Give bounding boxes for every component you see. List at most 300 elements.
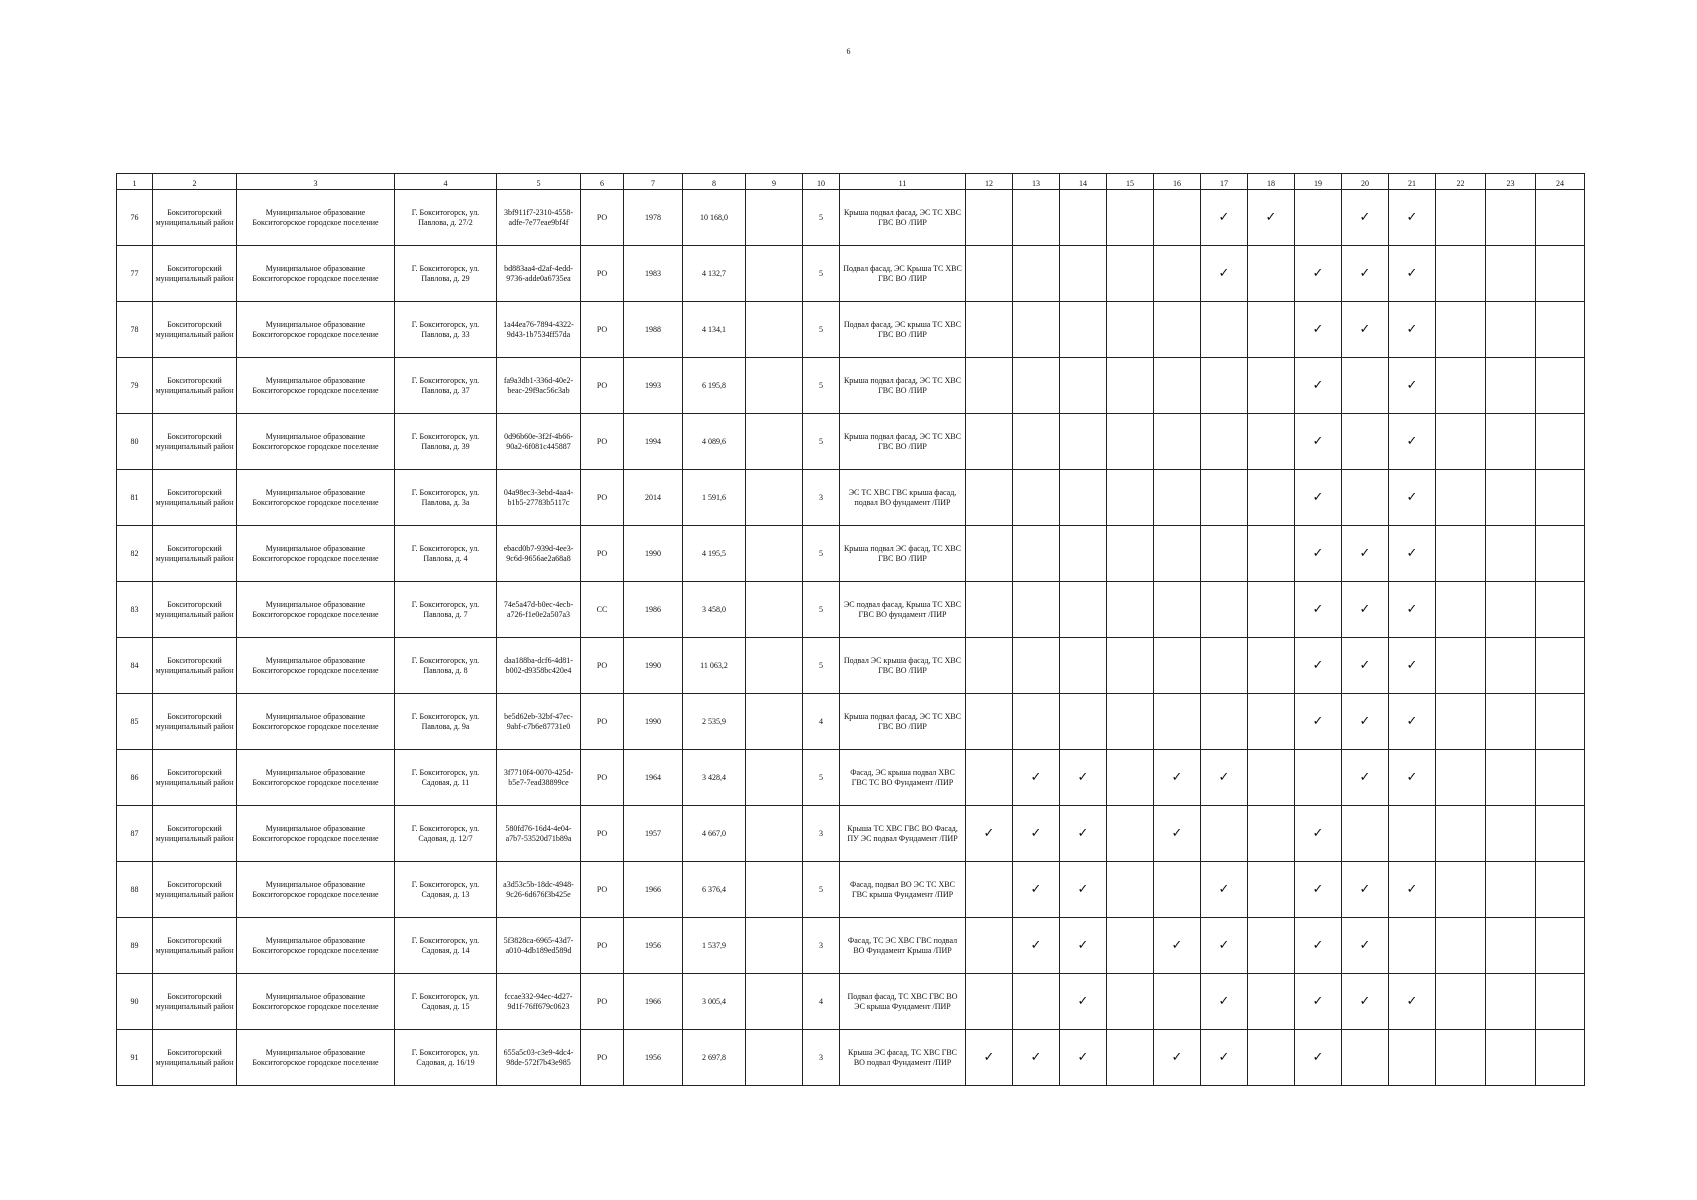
area-cell: 4 089,6: [683, 414, 746, 470]
work-type-check-col21: ✓: [1389, 470, 1436, 526]
work-type-check-col21: ✓: [1389, 414, 1436, 470]
work-type-check-col23: [1486, 526, 1536, 582]
year-cell: 1983: [624, 246, 683, 302]
table-row: [117, 638, 1585, 694]
work-type-check-col23: [1486, 694, 1536, 750]
work-type-check-col14: ✓: [1060, 750, 1107, 806]
column-number-10: 10: [803, 174, 840, 190]
work-type-check-col14: ✓: [1060, 974, 1107, 1030]
municipality-cell: Муниципальное образование Бокситогорское городское поселение: [237, 302, 395, 358]
work-type-check-col18: [1248, 918, 1295, 974]
row-number: 89: [117, 918, 153, 974]
fund-type-cell: РО: [581, 638, 624, 694]
work-type-check-col12: [966, 190, 1013, 246]
work-type-check-col19: ✓: [1295, 470, 1342, 526]
col9-cell: [746, 694, 803, 750]
work-type-check-col13: [1013, 470, 1060, 526]
column-number-9: 9: [746, 174, 803, 190]
work-type-check-col23: [1486, 190, 1536, 246]
work-type-check-col17: [1201, 302, 1248, 358]
work-type-check-col24: [1536, 638, 1585, 694]
year-cell: 1994: [624, 414, 683, 470]
municipality-cell: Муниципальное образование Бокситогорское городское поселение: [237, 806, 395, 862]
fund-type-cell: РО: [581, 750, 624, 806]
work-type-check-col18: [1248, 750, 1295, 806]
municipality-cell: Муниципальное образование Бокситогорское городское поселение: [237, 918, 395, 974]
table-row: [117, 1030, 1585, 1086]
fund-type-cell: СС: [581, 582, 624, 638]
work-type-check-col24: [1536, 694, 1585, 750]
work-type-check-col24: [1536, 190, 1585, 246]
year-cell: 1966: [624, 974, 683, 1030]
district-cell: Бокситогорский муниципальный район: [153, 750, 237, 806]
work-type-check-col13: [1013, 414, 1060, 470]
work-type-check-col16: [1154, 190, 1201, 246]
municipality-cell: Муниципальное образование Бокситогорское городское поселение: [237, 246, 395, 302]
work-type-check-col14: [1060, 414, 1107, 470]
work-type-check-col19: [1295, 750, 1342, 806]
municipality-cell: Муниципальное образование Бокситогорское городское поселение: [237, 694, 395, 750]
work-type-check-col23: [1486, 302, 1536, 358]
house-code-cell: 1a44ea76-7894-4322-9d43-1b7534ff57da: [497, 302, 581, 358]
house-code-cell: fccae332-94ec-4d27-9d1f-76ff679c0623: [497, 974, 581, 1030]
work-type-check-col16: ✓: [1154, 1030, 1201, 1086]
work-type-check-col16: ✓: [1154, 918, 1201, 974]
district-cell: Бокситогорский муниципальный район: [153, 1030, 237, 1086]
work-type-check-col17: [1201, 358, 1248, 414]
fund-type-cell: РО: [581, 190, 624, 246]
address-cell: Г. Бокситогорск, ул. Садовая, д. 11: [395, 750, 497, 806]
area-cell: 4 667,0: [683, 806, 746, 862]
district-cell: Бокситогорский муниципальный район: [153, 414, 237, 470]
works-cell: Крыша подвал фасад, ЭС ТС ХВС ГВС ВО /ПИР: [840, 414, 966, 470]
work-type-check-col19: ✓: [1295, 974, 1342, 1030]
area-cell: 4 195,5: [683, 526, 746, 582]
district-cell: Бокситогорский муниципальный район: [153, 358, 237, 414]
row-number: 87: [117, 806, 153, 862]
work-type-check-col17: ✓: [1201, 862, 1248, 918]
work-type-check-col20: [1342, 1030, 1389, 1086]
work-type-check-col18: [1248, 582, 1295, 638]
work-type-check-col17: ✓: [1201, 246, 1248, 302]
works-cell: ЭС ТС ХВС ГВС крыша фасад, подвал ВО фундамент /ПИР: [840, 470, 966, 526]
work-type-check-col22: [1436, 750, 1486, 806]
address-cell: Г. Бокситогорск, ул. Павлова, д. 9а: [395, 694, 497, 750]
work-type-check-col15: [1107, 526, 1154, 582]
col9-cell: [746, 974, 803, 1030]
work-type-check-col20: [1342, 358, 1389, 414]
work-type-check-col22: [1436, 638, 1486, 694]
work-type-check-col23: [1486, 750, 1536, 806]
col10-cell: 5: [803, 190, 840, 246]
work-type-check-col23: [1486, 414, 1536, 470]
work-type-check-col20: ✓: [1342, 526, 1389, 582]
work-type-check-col13: ✓: [1013, 1030, 1060, 1086]
work-type-check-col19: ✓: [1295, 246, 1342, 302]
col9-cell: [746, 246, 803, 302]
work-type-check-col19: ✓: [1295, 358, 1342, 414]
work-type-check-col22: [1436, 582, 1486, 638]
col10-cell: 5: [803, 526, 840, 582]
work-type-check-col16: [1154, 246, 1201, 302]
house-code-cell: daa188ba-dcf6-4d81-b002-d9358bc420e4: [497, 638, 581, 694]
work-type-check-col15: [1107, 918, 1154, 974]
municipality-cell: Муниципальное образование Бокситогорское городское поселение: [237, 414, 395, 470]
table-row: [117, 918, 1585, 974]
work-type-check-col19: ✓: [1295, 806, 1342, 862]
work-type-check-col23: [1486, 638, 1536, 694]
work-type-check-col21: ✓: [1389, 358, 1436, 414]
work-type-check-col20: [1342, 470, 1389, 526]
work-type-check-col22: [1436, 526, 1486, 582]
work-type-check-col21: ✓: [1389, 526, 1436, 582]
works-cell: ЭС подвал фасад, Крыша ТС ХВС ГВС ВО фундамент /ПИР: [840, 582, 966, 638]
district-cell: Бокситогорский муниципальный район: [153, 526, 237, 582]
col10-cell: 3: [803, 1030, 840, 1086]
fund-type-cell: РО: [581, 694, 624, 750]
work-type-check-col12: [966, 302, 1013, 358]
col9-cell: [746, 414, 803, 470]
work-type-check-col13: [1013, 694, 1060, 750]
work-type-check-col15: [1107, 414, 1154, 470]
address-cell: Г. Бокситогорск, ул. Павлова, д. 29: [395, 246, 497, 302]
col10-cell: 3: [803, 806, 840, 862]
fund-type-cell: РО: [581, 470, 624, 526]
works-cell: Подвал фасад, ТС ХВС ГВС ВО ЭС крыша Фундамент /ПИР: [840, 974, 966, 1030]
table-row: [117, 414, 1585, 470]
work-type-check-col20: ✓: [1342, 694, 1389, 750]
column-number-17: 17: [1201, 174, 1248, 190]
work-type-check-col19: ✓: [1295, 918, 1342, 974]
work-type-check-col21: ✓: [1389, 974, 1436, 1030]
fund-type-cell: РО: [581, 862, 624, 918]
table-row: [117, 526, 1585, 582]
district-cell: Бокситогорский муниципальный район: [153, 974, 237, 1030]
work-type-check-col20: ✓: [1342, 918, 1389, 974]
row-number: 86: [117, 750, 153, 806]
work-type-check-col22: [1436, 862, 1486, 918]
work-type-check-col24: [1536, 414, 1585, 470]
work-type-check-col17: [1201, 582, 1248, 638]
column-number-15: 15: [1107, 174, 1154, 190]
district-cell: Бокситогорский муниципальный район: [153, 246, 237, 302]
house-code-cell: 3bf911f7-2310-4558-adfe-7e77eae9bf4f: [497, 190, 581, 246]
register-table: [116, 173, 1585, 1086]
col10-cell: 3: [803, 918, 840, 974]
municipality-cell: Муниципальное образование Бокситогорское городское поселение: [237, 862, 395, 918]
column-number-row: [117, 174, 1585, 190]
page-number: 6: [846, 47, 851, 56]
work-type-check-col19: ✓: [1295, 862, 1342, 918]
work-type-check-col13: [1013, 358, 1060, 414]
table-row: [117, 302, 1585, 358]
work-type-check-col16: [1154, 470, 1201, 526]
work-type-check-col23: [1486, 582, 1536, 638]
municipality-cell: Муниципальное образование Бокситогорское городское поселение: [237, 470, 395, 526]
row-number: 76: [117, 190, 153, 246]
work-type-check-col13: ✓: [1013, 750, 1060, 806]
col10-cell: 5: [803, 414, 840, 470]
address-cell: Г. Бокситогорск, ул. Павлова, д. 4: [395, 526, 497, 582]
works-cell: Крыша подвал ЭС фасад, ТС ХВС ГВС ВО /ПИР: [840, 526, 966, 582]
works-cell: Крыша подвал фасад, ЭС ТС ХВС ГВС ВО /ПИР: [840, 190, 966, 246]
work-type-check-col18: [1248, 358, 1295, 414]
work-type-check-col15: [1107, 862, 1154, 918]
year-cell: 1956: [624, 918, 683, 974]
fund-type-cell: РО: [581, 974, 624, 1030]
work-type-check-col17: [1201, 694, 1248, 750]
year-cell: 1993: [624, 358, 683, 414]
work-type-check-col16: [1154, 526, 1201, 582]
work-type-check-col20: ✓: [1342, 190, 1389, 246]
area-cell: 3 458,0: [683, 582, 746, 638]
col9-cell: [746, 750, 803, 806]
work-type-check-col24: [1536, 806, 1585, 862]
col10-cell: 4: [803, 974, 840, 1030]
work-type-check-col19: ✓: [1295, 694, 1342, 750]
work-type-check-col18: ✓: [1248, 190, 1295, 246]
work-type-check-col18: [1248, 470, 1295, 526]
house-code-cell: 74e5a47d-b0ec-4ecb-a726-f1e0e2a507a3: [497, 582, 581, 638]
district-cell: Бокситогорский муниципальный район: [153, 862, 237, 918]
table-row: [117, 806, 1585, 862]
work-type-check-col14: [1060, 638, 1107, 694]
col9-cell: [746, 190, 803, 246]
works-cell: Фасад, подвал ВО ЭС ТС ХВС ГВС крыша Фундамент /ПИР: [840, 862, 966, 918]
work-type-check-col13: [1013, 246, 1060, 302]
house-code-cell: ebacd0b7-939d-4ee3-9c6d-9656ae2a68a8: [497, 526, 581, 582]
work-type-check-col15: [1107, 302, 1154, 358]
area-cell: 11 063,2: [683, 638, 746, 694]
work-type-check-col12: [966, 694, 1013, 750]
col9-cell: [746, 806, 803, 862]
work-type-check-col23: [1486, 806, 1536, 862]
district-cell: Бокситогорский муниципальный район: [153, 806, 237, 862]
column-number-1: 1: [117, 174, 153, 190]
work-type-check-col21: ✓: [1389, 246, 1436, 302]
row-number: 82: [117, 526, 153, 582]
work-type-check-col18: [1248, 862, 1295, 918]
work-type-check-col17: [1201, 638, 1248, 694]
house-code-cell: fa9a3db1-336d-40e2-beac-29f9ac56c3ab: [497, 358, 581, 414]
area-cell: 1 591,6: [683, 470, 746, 526]
row-number: 88: [117, 862, 153, 918]
column-number-23: 23: [1486, 174, 1536, 190]
work-type-check-col13: ✓: [1013, 806, 1060, 862]
work-type-check-col22: [1436, 806, 1486, 862]
house-code-cell: be5d62eb-32bf-47ec-9abf-c7b6e87731e0: [497, 694, 581, 750]
col9-cell: [746, 302, 803, 358]
work-type-check-col15: [1107, 638, 1154, 694]
municipality-cell: Муниципальное образование Бокситогорское городское поселение: [237, 190, 395, 246]
address-cell: Г. Бокситогорск, ул. Павлова, д. 37: [395, 358, 497, 414]
work-type-check-col21: ✓: [1389, 582, 1436, 638]
work-type-check-col18: [1248, 638, 1295, 694]
year-cell: 1957: [624, 806, 683, 862]
work-type-check-col17: ✓: [1201, 1030, 1248, 1086]
col9-cell: [746, 470, 803, 526]
work-type-check-col22: [1436, 470, 1486, 526]
work-type-check-col19: ✓: [1295, 302, 1342, 358]
work-type-check-col24: [1536, 470, 1585, 526]
table-row: [117, 750, 1585, 806]
work-type-check-col17: ✓: [1201, 918, 1248, 974]
work-type-check-col12: [966, 414, 1013, 470]
address-cell: Г. Бокситогорск, ул. Садовая, д. 15: [395, 974, 497, 1030]
column-number-20: 20: [1342, 174, 1389, 190]
col10-cell: 5: [803, 582, 840, 638]
col9-cell: [746, 638, 803, 694]
work-type-check-col15: [1107, 470, 1154, 526]
table-row: [117, 974, 1585, 1030]
district-cell: Бокситогорский муниципальный район: [153, 694, 237, 750]
work-type-check-col14: ✓: [1060, 1030, 1107, 1086]
work-type-check-col12: [966, 862, 1013, 918]
work-type-check-col21: [1389, 918, 1436, 974]
area-cell: 2 697,8: [683, 1030, 746, 1086]
work-type-check-col15: [1107, 246, 1154, 302]
row-number: 77: [117, 246, 153, 302]
work-type-check-col19: [1295, 190, 1342, 246]
work-type-check-col23: [1486, 918, 1536, 974]
col9-cell: [746, 1030, 803, 1086]
work-type-check-col23: [1486, 470, 1536, 526]
work-type-check-col20: ✓: [1342, 582, 1389, 638]
fund-type-cell: РО: [581, 246, 624, 302]
fund-type-cell: РО: [581, 526, 624, 582]
table-body: [117, 190, 1585, 1086]
work-type-check-col14: [1060, 694, 1107, 750]
work-type-check-col17: [1201, 470, 1248, 526]
table-row: [117, 190, 1585, 246]
work-type-check-col16: [1154, 638, 1201, 694]
column-number-16: 16: [1154, 174, 1201, 190]
row-number: 85: [117, 694, 153, 750]
work-type-check-col16: [1154, 694, 1201, 750]
address-cell: Г. Бокситогорск, ул. Садовая, д. 13: [395, 862, 497, 918]
row-number: 81: [117, 470, 153, 526]
fund-type-cell: РО: [581, 918, 624, 974]
year-cell: 1986: [624, 582, 683, 638]
work-type-check-col20: ✓: [1342, 862, 1389, 918]
col9-cell: [746, 358, 803, 414]
col10-cell: 5: [803, 246, 840, 302]
works-cell: Фасад, ТС ЭС ХВС ГВС подвал ВО Фундамент Крыша /ПИР: [840, 918, 966, 974]
work-type-check-col13: [1013, 526, 1060, 582]
table-row: [117, 358, 1585, 414]
works-cell: Крыша ЭС фасад, ТС ХВС ГВС ВО подвал Фундамент /ПИР: [840, 1030, 966, 1086]
works-cell: Крыша подвал фасад, ЭС ТС ХВС ГВС ВО /ПИР: [840, 358, 966, 414]
work-type-check-col20: [1342, 414, 1389, 470]
work-type-check-col21: [1389, 1030, 1436, 1086]
work-type-check-col17: [1201, 806, 1248, 862]
fund-type-cell: РО: [581, 414, 624, 470]
work-type-check-col17: [1201, 414, 1248, 470]
column-number-18: 18: [1248, 174, 1295, 190]
column-number-4: 4: [395, 174, 497, 190]
work-type-check-col17: ✓: [1201, 750, 1248, 806]
work-type-check-col12: [966, 638, 1013, 694]
year-cell: 1990: [624, 694, 683, 750]
area-cell: 1 537,9: [683, 918, 746, 974]
column-number-7: 7: [624, 174, 683, 190]
work-type-check-col12: [966, 246, 1013, 302]
col9-cell: [746, 918, 803, 974]
area-cell: 4 132,7: [683, 246, 746, 302]
column-number-6: 6: [581, 174, 624, 190]
work-type-check-col18: [1248, 302, 1295, 358]
address-cell: Г. Бокситогорск, ул. Павлова, д. 33: [395, 302, 497, 358]
work-type-check-col24: [1536, 582, 1585, 638]
table-row: [117, 246, 1585, 302]
work-type-check-col14: ✓: [1060, 806, 1107, 862]
work-type-check-col21: ✓: [1389, 750, 1436, 806]
district-cell: Бокситогорский муниципальный район: [153, 470, 237, 526]
house-code-cell: 04a98ec3-3ebd-4aa4-b1b5-27783b5117c: [497, 470, 581, 526]
work-type-check-col16: [1154, 302, 1201, 358]
work-type-check-col23: [1486, 1030, 1536, 1086]
work-type-check-col21: [1389, 806, 1436, 862]
work-type-check-col23: [1486, 974, 1536, 1030]
address-cell: Г. Бокситогорск, ул. Павлова, д. 3а: [395, 470, 497, 526]
work-type-check-col20: ✓: [1342, 750, 1389, 806]
district-cell: Бокситогорский муниципальный район: [153, 582, 237, 638]
work-type-check-col22: [1436, 974, 1486, 1030]
work-type-check-col13: [1013, 974, 1060, 1030]
municipality-cell: Муниципальное образование Бокситогорское городское поселение: [237, 358, 395, 414]
work-type-check-col19: ✓: [1295, 582, 1342, 638]
work-type-check-col12: [966, 750, 1013, 806]
column-number-22: 22: [1436, 174, 1486, 190]
col9-cell: [746, 582, 803, 638]
work-type-check-col14: [1060, 190, 1107, 246]
work-type-check-col14: ✓: [1060, 862, 1107, 918]
col10-cell: 4: [803, 694, 840, 750]
municipality-cell: Муниципальное образование Бокситогорское городское поселение: [237, 750, 395, 806]
table-row: [117, 470, 1585, 526]
municipality-cell: Муниципальное образование Бокситогорское городское поселение: [237, 974, 395, 1030]
address-cell: Г. Бокситогорск, ул. Садовая, д. 16/19: [395, 1030, 497, 1086]
house-code-cell: 3f7710f4-0070-425d-b5e7-7ead38899ce: [497, 750, 581, 806]
work-type-check-col18: [1248, 694, 1295, 750]
work-type-check-col16: [1154, 358, 1201, 414]
area-cell: 6 195,8: [683, 358, 746, 414]
work-type-check-col14: [1060, 582, 1107, 638]
work-type-check-col15: [1107, 190, 1154, 246]
house-code-cell: 580fd76-16d4-4e04-a7b7-53520d71b89a: [497, 806, 581, 862]
works-cell: Крыша ТС ХВС ГВС ВО Фасад, ПУ ЭС подвал Фундамент /ПИР: [840, 806, 966, 862]
area-cell: 2 535,9: [683, 694, 746, 750]
fund-type-cell: РО: [581, 302, 624, 358]
row-number: 80: [117, 414, 153, 470]
col10-cell: 5: [803, 358, 840, 414]
row-number: 84: [117, 638, 153, 694]
work-type-check-col22: [1436, 1030, 1486, 1086]
col10-cell: 5: [803, 862, 840, 918]
work-type-check-col12: [966, 358, 1013, 414]
municipality-cell: Муниципальное образование Бокситогорское городское поселение: [237, 1030, 395, 1086]
fund-type-cell: РО: [581, 1030, 624, 1086]
works-cell: Подвал ЭС крыша фасад, ТС ХВС ГВС ВО /ПИР: [840, 638, 966, 694]
work-type-check-col13: ✓: [1013, 862, 1060, 918]
work-type-check-col14: [1060, 246, 1107, 302]
work-type-check-col19: ✓: [1295, 1030, 1342, 1086]
work-type-check-col23: [1486, 358, 1536, 414]
column-number-19: 19: [1295, 174, 1342, 190]
house-code-cell: a3d53c5b-18dc-4948-9c26-6d676f3b425e: [497, 862, 581, 918]
work-type-check-col12: [966, 582, 1013, 638]
work-type-check-col16: ✓: [1154, 806, 1201, 862]
